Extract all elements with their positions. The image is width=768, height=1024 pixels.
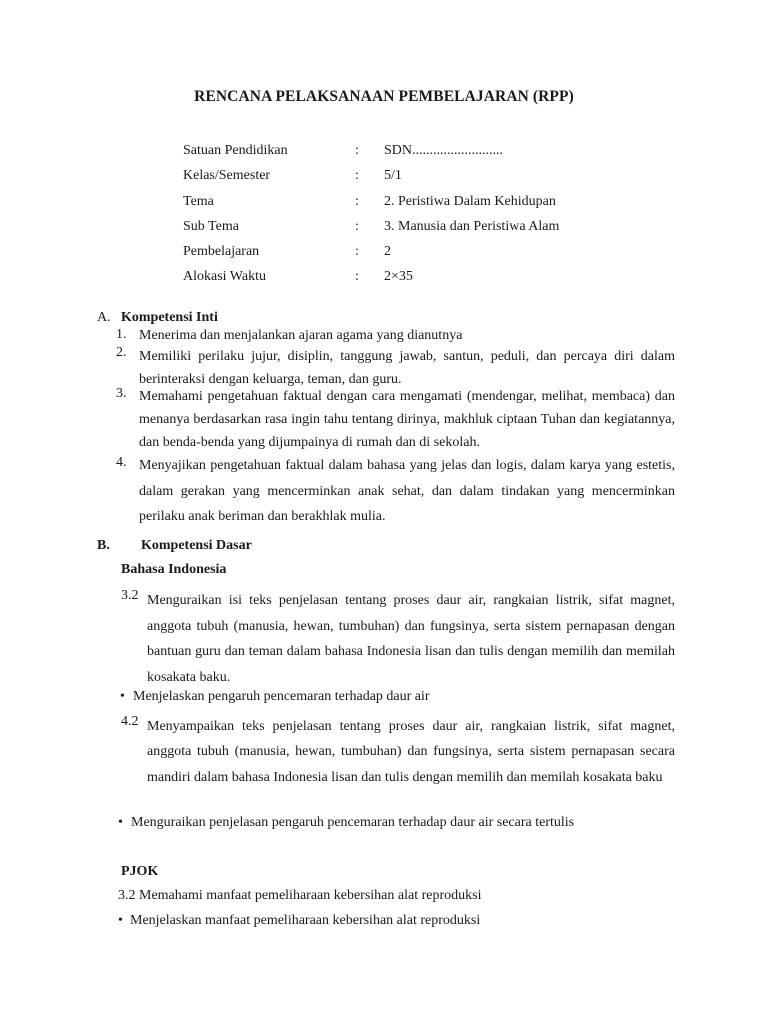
kd-number: 3.2 <box>121 588 139 603</box>
identity-colon: : <box>355 218 359 234</box>
section-a-letter: A. <box>97 310 111 325</box>
identity-value: 2×35 <box>384 269 413 285</box>
kd-number: 4.2 <box>121 714 139 729</box>
identity-colon: : <box>355 168 359 184</box>
identity-row <box>183 241 603 266</box>
identity-row <box>183 191 603 216</box>
subject-heading: PJOK <box>121 864 159 879</box>
list-number: 1. <box>116 327 127 342</box>
section-b-letter: B. <box>97 538 110 553</box>
bullet-icon: • <box>120 689 125 704</box>
identity-label: Satuan Pendidikan <box>183 143 288 158</box>
list-item-text: Menyajikan pengetahuan faktual dalam bahasa yang jelas dan logis, dalam karya yang estetis, dalam gerakan yang mencerminkan anak sehat, dan dalam tindakan yang mencerminkan perilaku anak beriman dan berakhlak mulia. <box>139 458 675 524</box>
identity-colon: : <box>355 244 359 260</box>
kd-text: 3.2 Memahami manfaat pemeliharaan kebersihan alat reproduksi <box>118 888 482 903</box>
indicator-text: Menguraikan penjelasan pengaruh pencemaran terhadap daur air secara tertulis <box>131 815 575 830</box>
subject-heading: Bahasa Indonesia <box>121 562 227 577</box>
list-number: 4. <box>116 455 127 470</box>
page-title: RENCANA PELAKSANAAN PEMBELAJARAN (RPP) <box>194 88 574 105</box>
list-item-text: Memahami pengetahuan faktual dengan cara mengamati (mendengar, melihat, membaca) dan menanya berdasarkan rasa ingin tahu tentang dirinya, makhluk ciptaan Tuhan dan kegiatannya, dan benda-benda yang dijumpainya di rumah dan di sekolah. <box>139 389 675 450</box>
identity-label: Kelas/Semester <box>183 168 271 184</box>
list-number: 2. <box>116 345 127 360</box>
identity-colon: : <box>355 269 359 285</box>
identity-label: Pembelajaran <box>183 244 260 260</box>
indicator-text: Menjelaskan pengaruh pencemaran terhadap daur air <box>133 689 430 704</box>
identity-table <box>183 140 603 292</box>
identity-value: 5/1 <box>384 168 402 184</box>
identity-label: Sub Tema <box>183 218 239 234</box>
bullet-icon: • <box>118 815 123 830</box>
list-item-text: Menerima dan menjalankan ajaran agama yang dianutnya <box>139 328 463 343</box>
section-a-heading: Kompetensi Inti <box>121 310 218 325</box>
kd-text: Menyampaikan teks penjelasan tentang proses daur air, rangkaian listrik, sifat magnet, anggota tubuh (manusia, hewan, tumbuhan) dan fungsinya, serta sistem pernapasan secara mandiri dalam bahasa Indonesia lisan dan tulis dengan memilih dan memilah kosakata baku <box>147 719 675 785</box>
list-item-text: Memiliki perilaku jujur, disiplin, tanggung jawab, santun, peduli, dan percaya diri dalam berinteraksi dengan keluarga, teman, dan guru. <box>139 349 675 387</box>
identity-label: Alokasi Waktu <box>183 269 266 285</box>
identity-value: 3. Manusia dan Peristiwa Alam <box>384 218 560 234</box>
identity-row <box>183 140 603 165</box>
identity-colon: : <box>355 143 359 158</box>
identity-row <box>183 216 603 241</box>
indicator-text: Menjelaskan manfaat pemeliharaan kebersihan alat reproduksi <box>130 913 481 928</box>
identity-value: 2 <box>384 244 391 260</box>
identity-value: SDN.......................... <box>384 143 504 158</box>
identity-colon: : <box>355 193 359 209</box>
bullet-icon: • <box>118 913 123 928</box>
list-number: 3. <box>116 386 127 401</box>
identity-row <box>183 266 603 291</box>
identity-label: Tema <box>183 193 214 209</box>
section-b-heading: Kompetensi Dasar <box>141 538 252 553</box>
identity-value: 2. Peristiwa Dalam Kehidupan <box>384 193 556 209</box>
identity-row <box>183 165 603 190</box>
kd-text: Menguraikan isi teks penjelasan tentang proses daur air, rangkaian listrik, sifat magnet, anggota tubuh (manusia, hewan, tumbuhan) dan fungsinya, serta sistem pernapasan dengan bantuan guru dan teman dalam bahasa Indonesia lisan dan tulis dengan memilih dan memilah kosakata baku. <box>147 593 675 685</box>
